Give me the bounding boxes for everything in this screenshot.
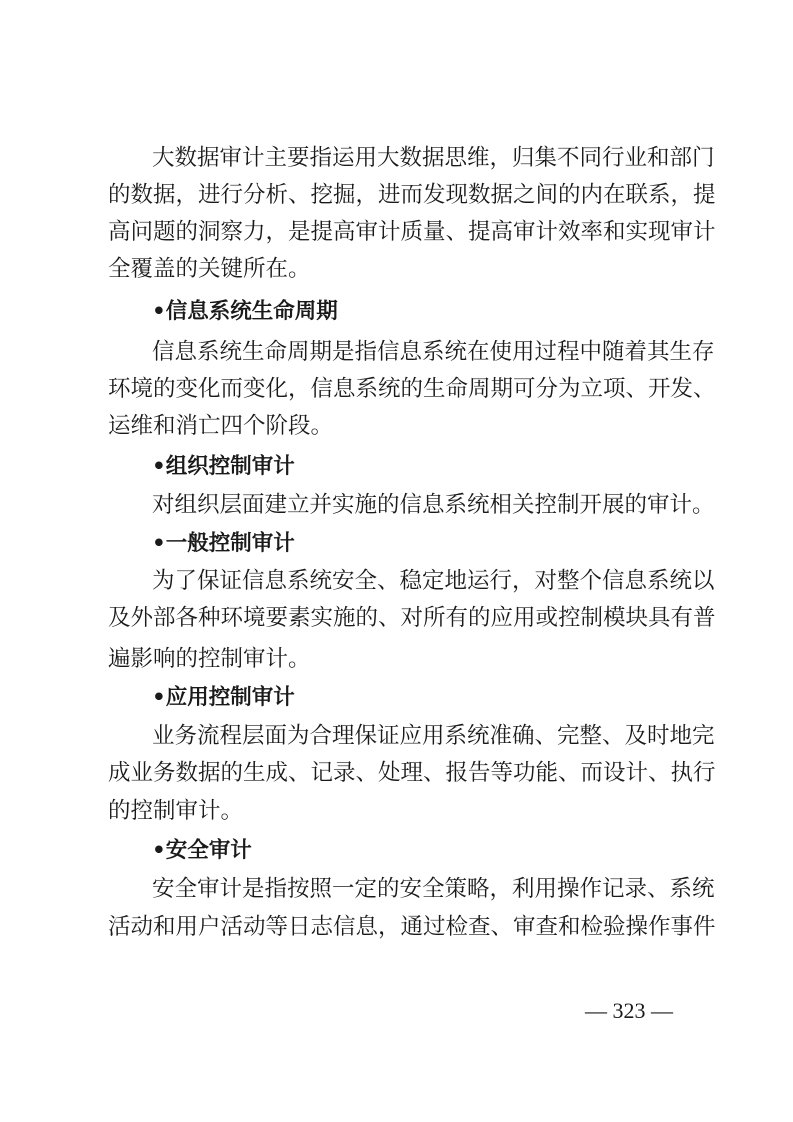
para-big-data-line-2: 的数据，进行分析、挖掘，进而发现数据之间的内在联系，提 <box>108 182 716 208</box>
page-number: — 323 — <box>585 998 673 1023</box>
heading-security: •安全审计 <box>152 838 252 863</box>
heading-lifecycle: •信息系统生命周期 <box>152 299 338 324</box>
para-general-control-line-3: 遍影响的控制审计。 <box>108 646 311 672</box>
para-security-line-2: 活动和用户活动等日志信息，通过检查、审查和检验操作事件 <box>108 914 716 940</box>
para-app-control-line-3: 的控制审计。 <box>108 798 244 824</box>
para-lifecycle-line-2: 环境的变化而变化，信息系统的生命周期可分为立项、开发、 <box>108 376 716 402</box>
heading-app-control: •应用控制审计 <box>152 685 295 710</box>
para-org-control-line-1: 对组织层面建立并实施的信息系统相关控制开展的审计。 <box>152 492 715 518</box>
para-app-control-line-1: 业务流程层面为合理保证应用系统准确、完整、及时地完 <box>152 723 715 749</box>
para-lifecycle-line-3: 运维和消亡四个阶段。 <box>108 413 334 439</box>
para-general-control-line-2: 及外部各种环境要素实施的、对所有的应用或控制模块具有普 <box>108 605 716 631</box>
para-lifecycle-line-1: 信息系统生命周期是指信息系统在使用过程中随着其生存 <box>152 339 715 365</box>
heading-org-control: •组织控制审计 <box>152 454 295 479</box>
para-big-data-line-4: 全覆盖的关键所在。 <box>108 256 311 282</box>
para-big-data-line-1: 大数据审计主要指运用大数据思维，归集不同行业和部门 <box>152 145 715 171</box>
para-security-line-1: 安全审计是指按照一定的安全策略，利用操作记录、系统 <box>152 876 715 902</box>
para-general-control-line-1: 为了保证信息系统安全、稳定地运行，对整个信息系统以 <box>152 568 715 594</box>
para-big-data-line-3: 高问题的洞察力，是提高审计质量、提高审计效率和实现审计 <box>108 219 716 245</box>
heading-general-control: •一般控制审计 <box>152 531 295 556</box>
para-app-control-line-2: 成业务数据的生成、记录、处理、报告等功能、而设计、执行 <box>108 760 716 786</box>
